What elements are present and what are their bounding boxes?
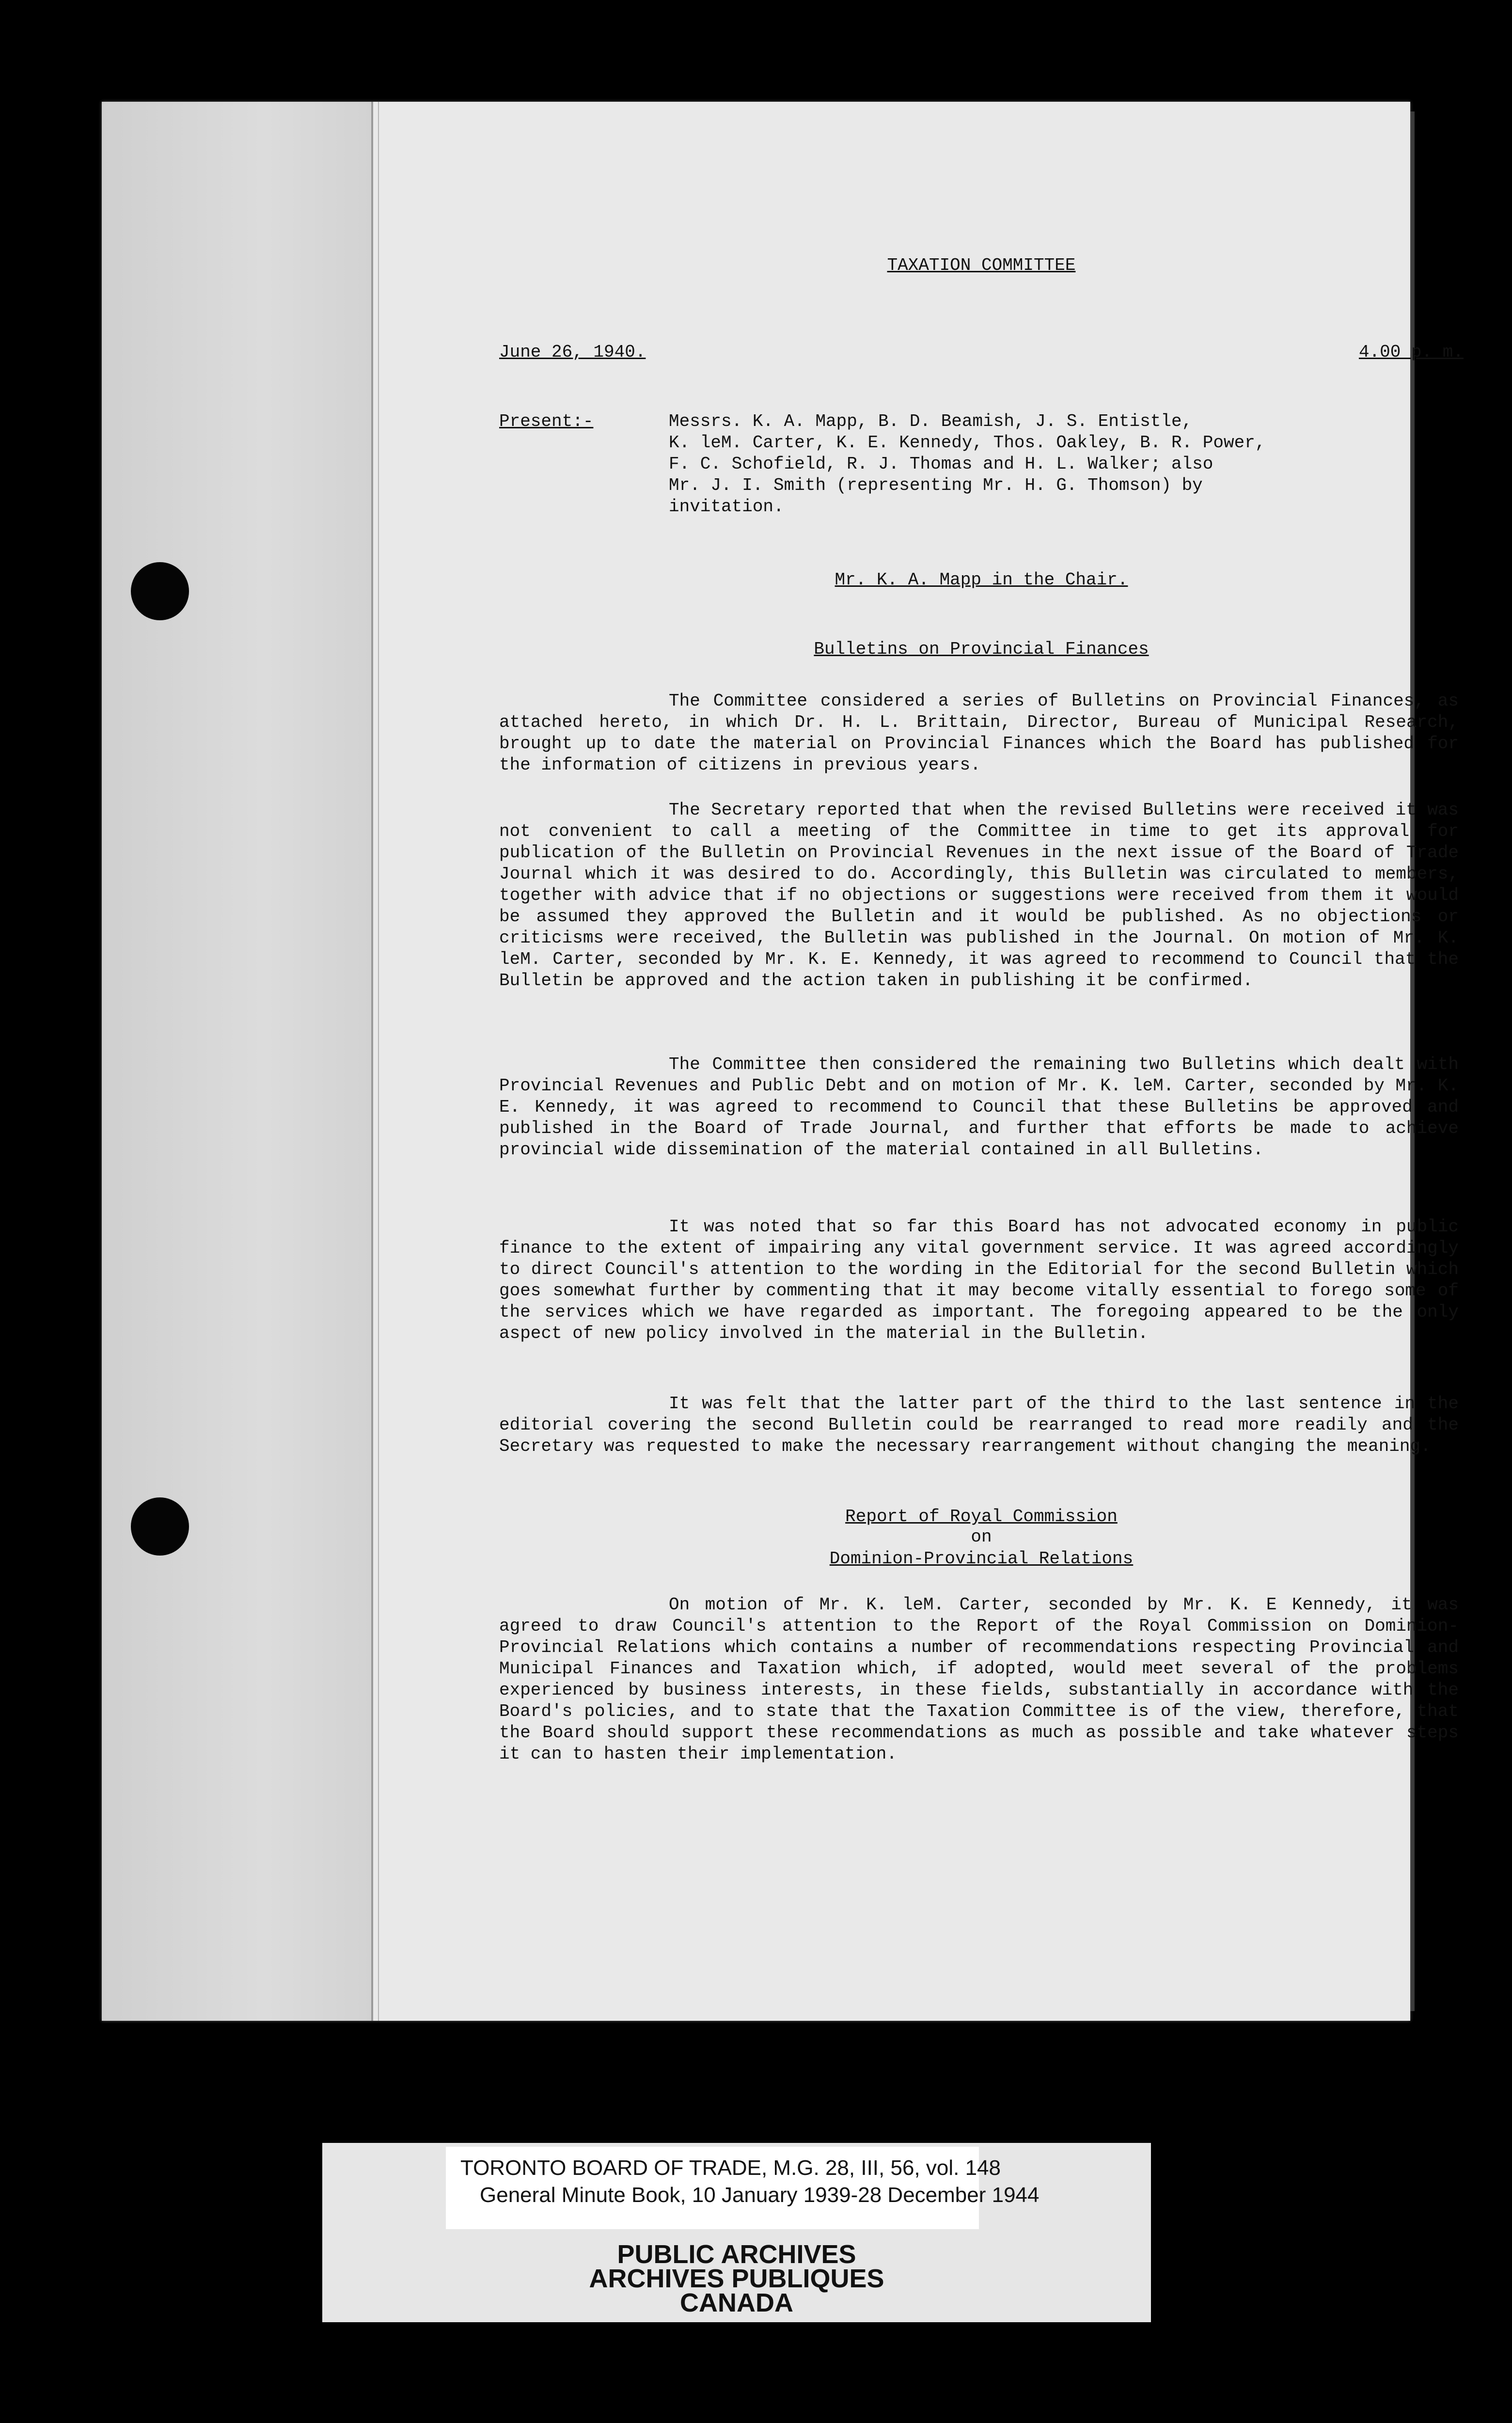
document-page bbox=[102, 102, 1464, 2021]
punch-hole-top bbox=[131, 562, 189, 620]
binding-strip bbox=[102, 102, 373, 2021]
binding-line bbox=[371, 102, 373, 2021]
section-heading-report: Report of Royal Commission bbox=[845, 1507, 1118, 1526]
archive-reference-line-1: TORONTO BOARD OF TRADE, M.G. 28, III, 56, vol. 148 bbox=[460, 2156, 1001, 2180]
archive-reference-line-2: General Minute Book, 10 January 1939-28 December 1944 bbox=[480, 2183, 1040, 2207]
archive-reference-box bbox=[446, 2147, 1040, 2229]
punch-hole-bottom bbox=[131, 1497, 189, 1556]
paragraph-2: The Secretary reported that when the revised Bulletins were received it was not convenient to call a meeting of the Committee in time to get its approval for publication of the Bulletin on Provincial Revenues in the next issue of the Board of Trade Journal which it was desired to do. Accordingly, this Bulletin was circulated to members, together with advice that if no objections or suggestions were received from them it would be assumed they approved the Bulletin and it would be published. As no objections or criticisms were received, the Bulletin was published in the Journal. On motion of Mr. K. leM. Carter, seconded by Mr. K. E. Kennedy, it was agreed to recommend to Council that the Bulletin be approved and the action taken in publishing it be confirmed. bbox=[499, 800, 1459, 991]
present-names: Messrs. K. A. Mapp, B. D. Beamish, J. S. Entistle, K. leM. Carter, K. E. Kennedy, Thos. Oakley, B. R. Power, F. C. Schofield, R. J. Thomas and H. L. Walker; also Mr. J. I. Smith (representing Mr. H. G. Thomson) by invitation. bbox=[669, 411, 1266, 517]
paragraph-3: The Committee then considered the remaining two Bulletins which dealt with Provincial Revenues and Public Debt and on motion of Mr. K. leM. Carter, seconded by Mr. K. E. Kennedy, it was agreed to recommend to Council that these Bulletins be approved and published in the Board of Trade Journal, and further that efforts be made to achieve provincial wide dissemination of the material contained in all Bulletins. bbox=[499, 1054, 1459, 1160]
archives-english: PUBLIC ARCHIVES bbox=[617, 2240, 856, 2269]
paragraph-6: On motion of Mr. K. leM. Carter, seconded by Mr. K. E Kennedy, it was agreed to draw Council's attention to the Report of the Royal Commission on Dominion-Provincial Relations which contains a number of recommendations respecting Provincial and Municipal Finances and Taxation which, if adopted, would meet several of the problems experienced by business interests, in these fields, substantially in accordance with the Board's policies, and to state that the Taxation Committee is of the view, therefore, that the Board should support these recommendations as much as possible and take whatever steps it can to hasten their implementation. bbox=[499, 1595, 1459, 1764]
present-label: Present:- bbox=[499, 411, 594, 431]
meeting-date: June 26, 1940. bbox=[499, 342, 646, 362]
archives-french: ARCHIVES PUBLIQUES bbox=[589, 2264, 884, 2293]
paragraph-1: The Committee considered a series of Bulletins on Provincial Finances, as attached hereto, in which Dr. H. L. Brittain, Director, Bureau of Municipal Research, brought up to date the material on Provincial Finances which the Board has published for the information of citizens in previous years. bbox=[499, 691, 1459, 775]
chair-heading: Mr. K. A. Mapp in the Chair. bbox=[835, 570, 1128, 590]
archive-label bbox=[322, 2143, 1151, 2322]
archives-country: CANADA bbox=[680, 2288, 793, 2317]
section-heading-relations: Dominion-Provincial Relations bbox=[829, 1549, 1134, 1569]
section-heading-bulletins: Bulletins on Provincial Finances bbox=[814, 639, 1149, 659]
section-heading-report-on: on bbox=[971, 1527, 992, 1547]
paragraph-5: It was felt that the latter part of the third to the last sentence in the editorial covering the second Bulletin could be rearranged to read more readily and the Secretary was requested to make the necessary rearrangement without changing the meaning. bbox=[499, 1394, 1459, 1456]
paragraph-4: It was noted that so far this Board has not advocated economy in public finance to the extent of impairing any vital government service. It was agreed accordingly to direct Council's attention to the wording in the Editorial for the second Bulletin which goes somewhat further by commenting that it may become vitally essential to forego some of the services which we have regarded as important. The foregoing appeared to be the only aspect of new policy involved in the material in the Bulletin. bbox=[499, 1217, 1459, 1343]
page-title: TAXATION COMMITTEE bbox=[887, 255, 1076, 275]
meeting-time: 4.00 p. m. bbox=[1358, 342, 1464, 362]
binding-line-inner bbox=[378, 102, 379, 2021]
